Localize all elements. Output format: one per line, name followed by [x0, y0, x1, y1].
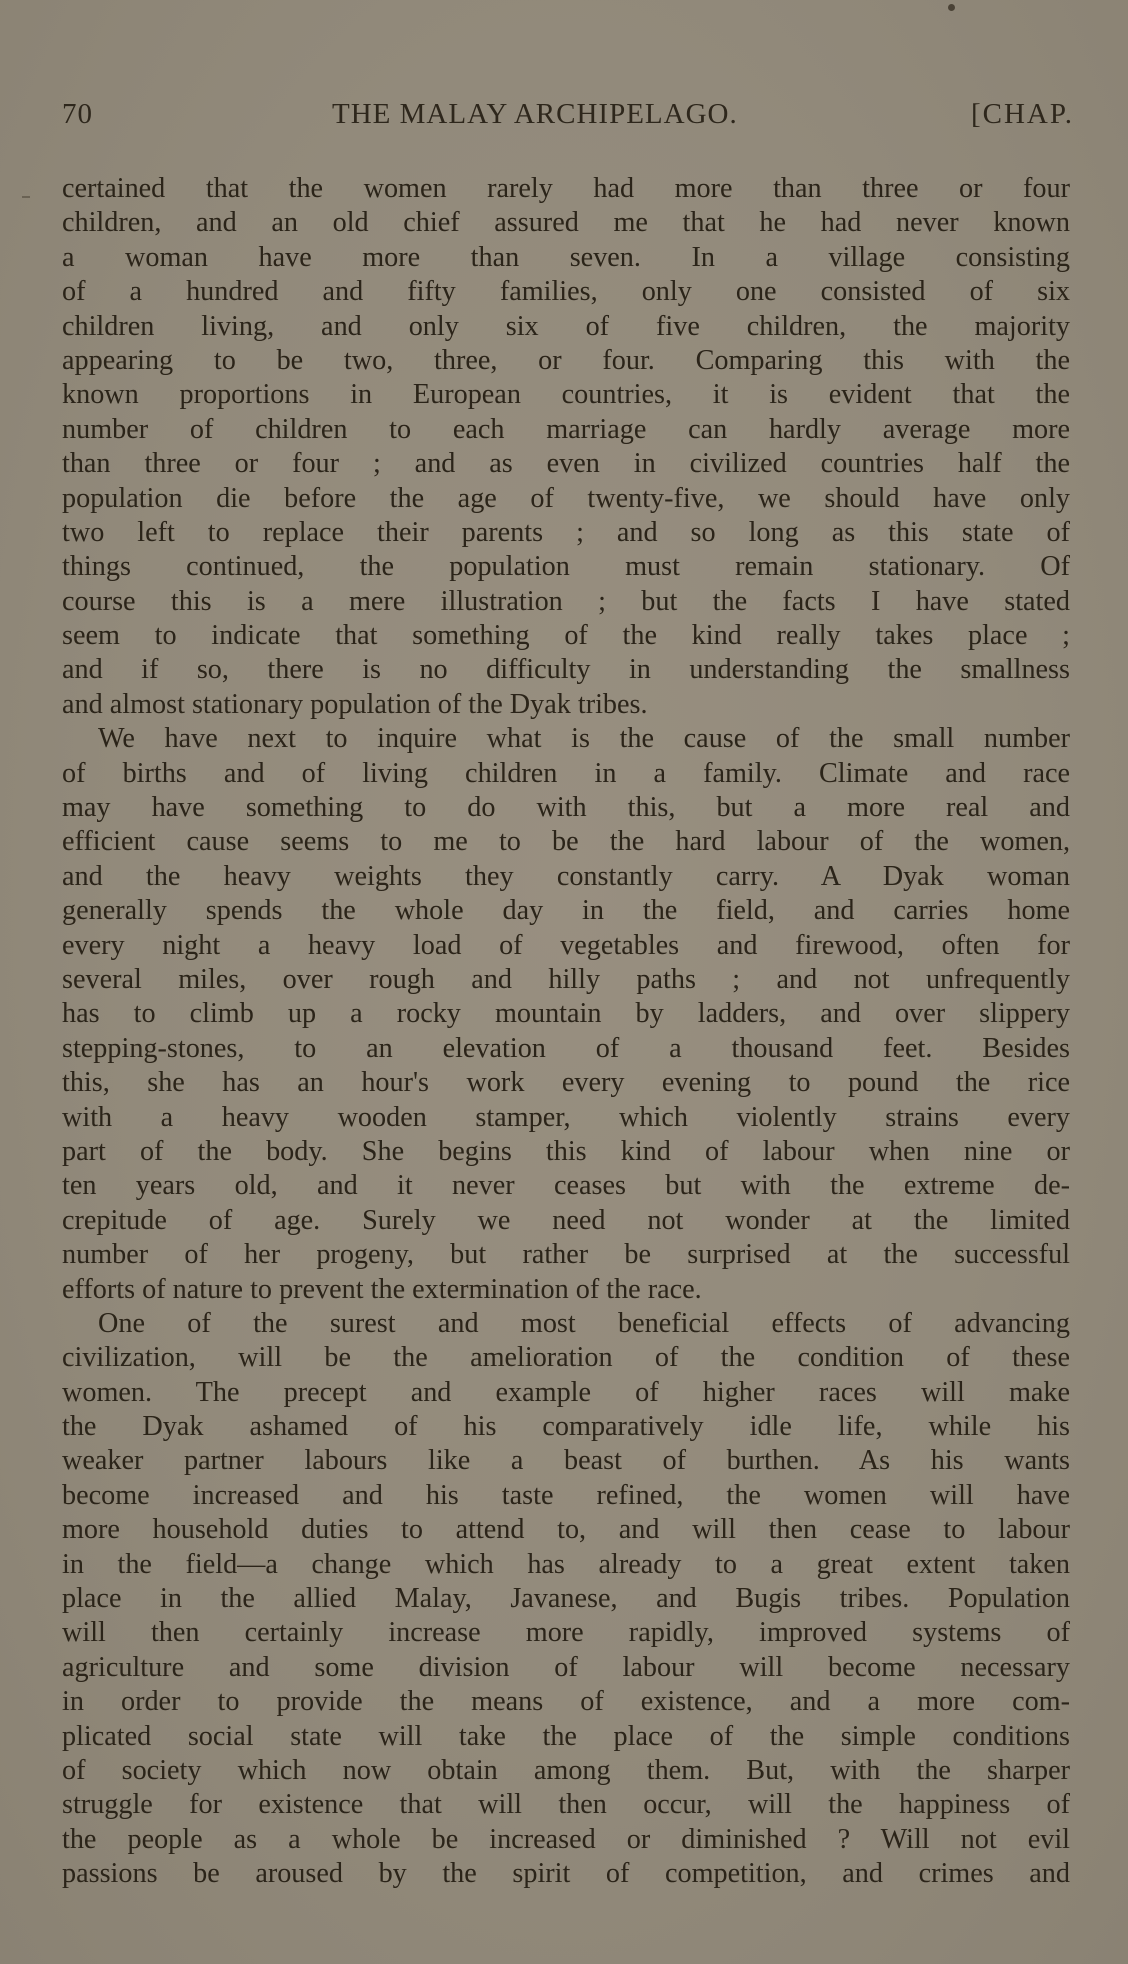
- text-line: the people as a whole be increased or diminished ? Will not evil: [62, 1823, 1070, 1855]
- text-line: of society which now obtain among them. But, with the sharper: [62, 1754, 1070, 1786]
- text-line: the Dyak ashamed of his comparatively idle life, while his: [62, 1411, 1070, 1443]
- running-head: THE MALAY ARCHIPELAGO.: [332, 98, 738, 130]
- ink-speck: [948, 4, 955, 11]
- text-line: will then certainly increase more rapidly, improved systems of: [62, 1617, 1070, 1649]
- text-line: than three or four ; and as even in civilized countries half the: [62, 448, 1070, 480]
- text-line: of births and of living children in a family. Climate and race: [62, 757, 1070, 789]
- text-line: and almost stationary population of the Dyak tribes.: [62, 688, 648, 720]
- text-line: certained that the women rarely had more than three or four: [62, 173, 1070, 204]
- text-line: civilization, will be the amelioration of the condition of these: [62, 1342, 1070, 1374]
- text-line: agriculture and some division of labour will become necessary: [62, 1651, 1070, 1683]
- text-line: may have something to do with this, but a more real and: [62, 792, 1070, 824]
- text-line: this, she has an hour's work every evening to pound the rice: [62, 1067, 1070, 1099]
- text-line: things continued, the population must remain stationary. Of: [62, 551, 1070, 583]
- text-line: every night a heavy load of vegetables and firewood, often for: [62, 929, 1070, 961]
- text-line: course this is a mere illustration ; but the facts I have stated: [62, 585, 1070, 617]
- text-line: seem to indicate that something of the kind really takes place ;: [62, 620, 1070, 652]
- text-line: several miles, over rough and hilly paths ; and not unfrequently: [62, 963, 1070, 995]
- text-line: become increased and his taste refined, the women will have: [62, 1479, 1070, 1511]
- text-line: passions be aroused by the spirit of competition, and crimes and: [62, 1858, 1070, 1890]
- text-line: children, and an old chief assured me that he had never known: [62, 207, 1070, 239]
- text-line: and if so, there is no difficulty in understanding the smallness: [62, 654, 1070, 686]
- text-line: number of children to each marriage can hardly average more: [62, 413, 1070, 445]
- text-line: appearing to be two, three, or four. Comparing this with the: [62, 344, 1070, 376]
- text-line: efficient cause seems to me to be the hard labour of the women,: [62, 826, 1070, 858]
- text-line: weaker partner labours like a beast of burthen. As his wants: [62, 1445, 1070, 1477]
- text-line: efforts of nature to prevent the extermination of the race.: [62, 1273, 702, 1305]
- text-line: of a hundred and fifty families, only one consisted of six: [62, 276, 1070, 308]
- text-line: known proportions in European countries, it is evident that the: [62, 379, 1070, 411]
- text-line: generally spends the whole day in the field, and carries home: [62, 895, 1070, 927]
- text-line: struggle for existence that will then occur, will the happiness of: [62, 1789, 1070, 1821]
- body-text: [62, 172, 1070, 1892]
- text-line: two left to replace their parents ; and so long as this state of: [62, 516, 1070, 548]
- text-line: ten years old, and it never ceases but with the extreme de-: [62, 1170, 1070, 1202]
- text-line: women. The precept and example of higher races will make: [62, 1376, 1070, 1408]
- text-line: part of the body. She begins this kind of labour when nine or: [62, 1135, 1070, 1167]
- text-line: and the heavy weights they constantly carry. A Dyak woman: [62, 860, 1070, 892]
- page-number: 70: [62, 98, 93, 130]
- text-line: stepping-stones, to an elevation of a thousand feet. Besides: [62, 1032, 1070, 1064]
- text-line: We have next to inquire what is the cause of the small number: [98, 723, 1070, 755]
- text-line: with a heavy wooden stamper, which violently strains every: [62, 1101, 1070, 1133]
- text-line: in the field—a change which has already to a great extent taken: [62, 1548, 1070, 1580]
- text-line: plicated social state will take the place of the simple conditions: [62, 1720, 1070, 1752]
- text-line: in order to provide the means of existence, and a more com-: [62, 1686, 1070, 1718]
- margin-mark: [22, 196, 30, 198]
- text-line: population die before the age of twenty-five, we should have only: [62, 482, 1070, 514]
- text-line: place in the allied Malay, Javanese, and Bugis tribes. Population: [62, 1583, 1070, 1615]
- text-line: has to climb up a rocky mountain by ladders, and over slippery: [62, 998, 1070, 1030]
- text-line: a woman have more than seven. In a village consisting: [62, 241, 1070, 273]
- text-line: One of the surest and most beneficial effects of advancing: [98, 1307, 1070, 1339]
- page-header: [62, 98, 1074, 138]
- text-line: crepitude of age. Surely we need not wonder at the limited: [62, 1204, 1070, 1236]
- text-line: children living, and only six of five children, the majority: [62, 310, 1070, 342]
- text-line: number of her progeny, but rather be surprised at the successful: [62, 1239, 1070, 1271]
- chapter-marker: [CHAP.: [970, 98, 1074, 130]
- text-line: more household duties to attend to, and will then cease to labour: [62, 1514, 1070, 1546]
